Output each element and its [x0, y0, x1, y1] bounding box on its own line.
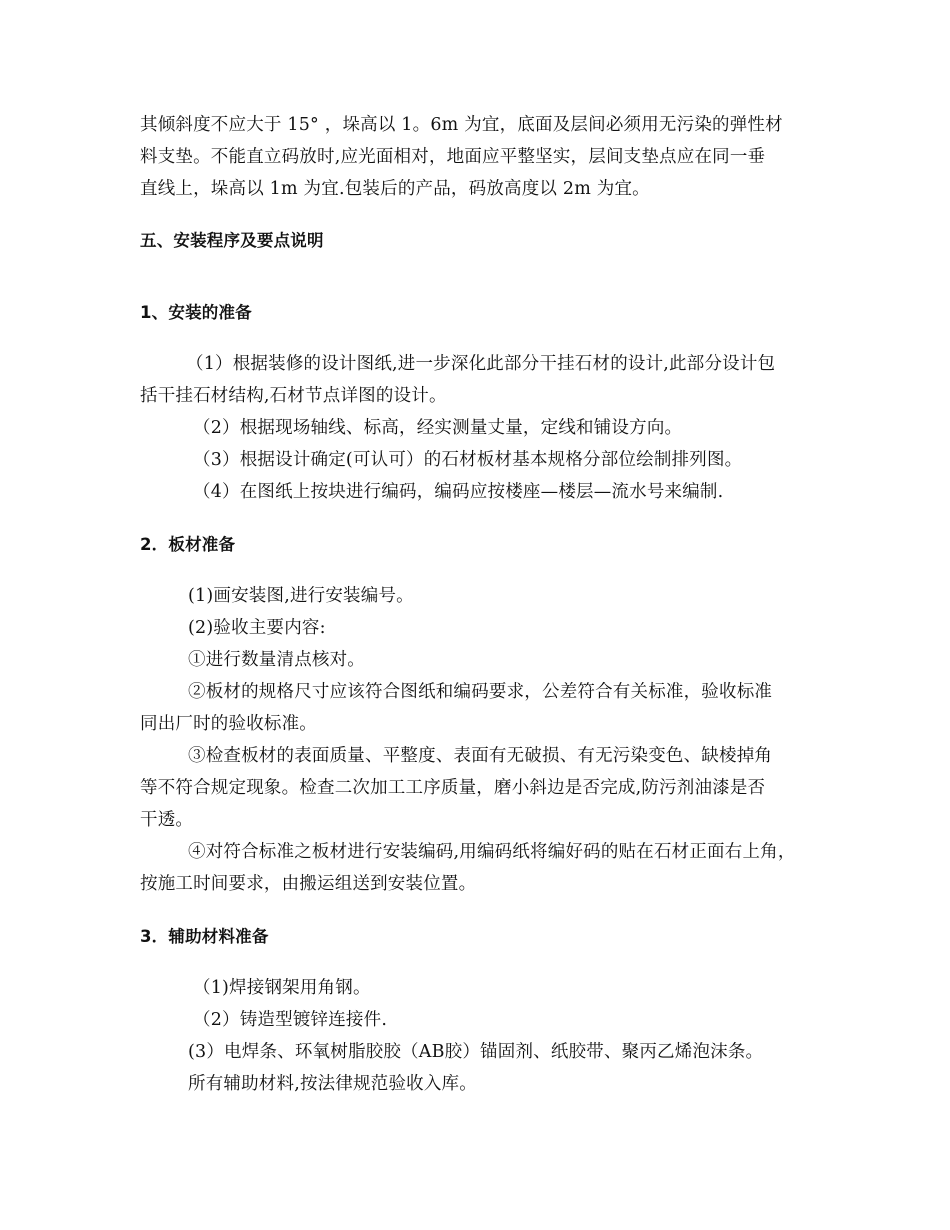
- subsection-heading: 2．板材准备: [140, 535, 236, 554]
- paragraph-line: ④对符合标准之板材进行安装编码,用编码纸将编好码的贴在石材正面右上角，: [188, 842, 796, 862]
- paragraph-line: （4）在图纸上按块进行编码，编码应按楼座—楼层—流水号来编制.: [193, 482, 724, 502]
- paragraph-line: 所有辅助材料,按法律规范验收入库。: [188, 1074, 477, 1094]
- paragraph-line: ②板材的规格尺寸应该符合图纸和编码要求，公差符合有关标准，验收标准: [188, 682, 773, 702]
- paragraph-line: (3）电焊条、环氧树脂胶胶（AB胶）锚固剂、纸胶带、聚丙乙烯泡沫条。: [188, 1042, 764, 1062]
- paragraph-line: （2）根据现场轴线、标高，经实测量丈量，定线和铺设方向。: [193, 418, 683, 438]
- paragraph-line: 其倾斜度不应大于 15° ，垛高以 1。6m 为宜，底面及层间必须用无污染的弹性材: [140, 115, 783, 135]
- paragraph-line: 按施工时间要求，由搬运组送到安装位置。: [140, 874, 477, 894]
- paragraph-line: (1)画安装图,进行安装编号。: [188, 586, 414, 606]
- paragraph-line: ③检查板材的表面质量、平整度、表面有无破损、有无污染变色、缺棱掉角: [188, 746, 773, 766]
- subsection-heading: 3．辅助材料准备: [140, 927, 269, 946]
- paragraph-line: （1）根据装修的设计图纸,进一步深化此部分干挂石材的设计,此部分设计包: [186, 354, 776, 374]
- paragraph-line: 料支垫。不能直立码放时,应光面相对，地面应平整坚实，层间支垫点应在同一垂: [140, 147, 766, 167]
- paragraph-line: （1)焊接钢架用角钢。: [193, 978, 371, 998]
- paragraph-line: (2)验收主要内容:: [188, 618, 326, 638]
- paragraph-line: 直线上，垛高以 1m 为宜.包装后的产品，码放高度以 2m 为宜。: [140, 179, 650, 199]
- paragraph-line: 等不符合规定现象。检查二次加工工序质量，磨小斜边是否完成,防污剂油漆是否: [140, 778, 766, 798]
- paragraph-line: （3）根据设计确定(可认可）的石材板材基本规格分部位绘制排列图。: [193, 450, 743, 470]
- section-heading: 五、安装程序及要点说明: [140, 231, 324, 250]
- subsection-heading: 1、安装的准备: [140, 303, 252, 322]
- paragraph-line: ①进行数量清点核对。: [188, 650, 365, 670]
- paragraph-line: 同出厂时的验收标准。: [140, 714, 317, 734]
- paragraph-line: 干透。: [140, 810, 194, 830]
- paragraph-line: 括干挂石材结构,石材节点详图的设计。: [140, 386, 447, 406]
- paragraph-line: （2）铸造型镀锌连接件.: [193, 1010, 388, 1030]
